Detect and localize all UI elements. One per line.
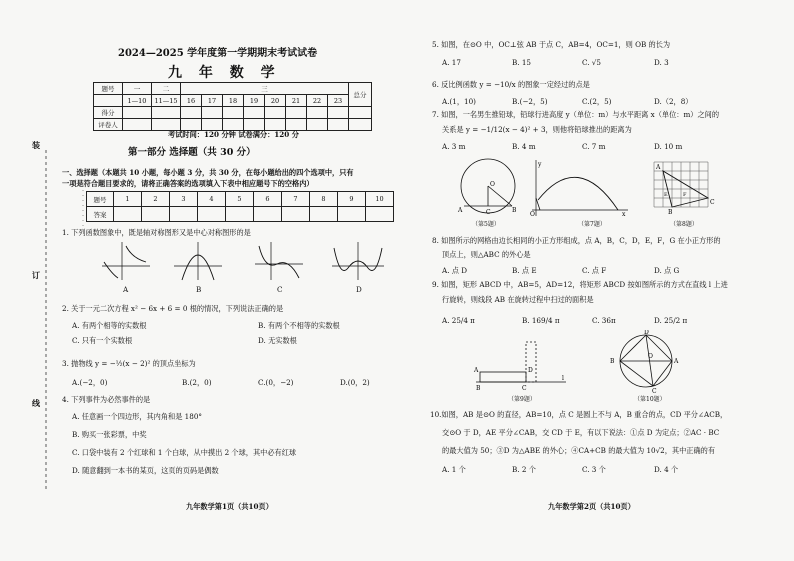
q2-option-b[interactable]: B. 有两个不相等的实数根 <box>258 321 340 330</box>
q7-option-a[interactable]: A. 3 m <box>442 142 466 151</box>
q8-stem-line-1: 8. 如图所示的网格由边长相同的小正方形组成，点 A，B，C，D，E，F，G 在小正方形的 <box>432 236 721 245</box>
score-row-label: 得分 <box>94 107 123 119</box>
instructions-line-2: 一项是符合题目要求的，请将正确答案的选项填入下表中相应题号下的空格内） <box>62 179 314 188</box>
grader-cell[interactable] <box>265 119 286 131</box>
q4-option-a[interactable]: A. 任意画一个四边形，其内角和是 180° <box>72 412 202 421</box>
score-cell[interactable] <box>181 107 202 119</box>
svg-text:y: y <box>538 161 542 168</box>
score-col: 17 <box>202 95 223 107</box>
q8-option-d[interactable]: D. 点 G <box>654 266 680 275</box>
grader-cell[interactable] <box>181 119 202 131</box>
grader-cell[interactable] <box>244 119 265 131</box>
q7-stem-line-1: 7. 如图，一名男生推铅球，铅球行进高度 y（单位：m）与水平距离 x（单位：m）之间的 <box>432 110 720 119</box>
score-header-cell: 题号 <box>94 83 123 95</box>
q10-option-a[interactable]: A. 1 个 <box>442 465 466 474</box>
score-cell[interactable] <box>123 107 152 119</box>
grader-cell[interactable] <box>307 119 328 131</box>
svg-text:O: O <box>648 353 653 360</box>
figure-7-label: （第7题） <box>578 221 606 228</box>
grader-cell[interactable] <box>349 119 372 131</box>
page-footer-right: 九年数学第2页（共10页） <box>548 502 635 511</box>
page-footer-left: 九年数学第1页（共10页） <box>186 502 273 511</box>
binding-label-ding: 订 <box>32 270 40 280</box>
score-cell[interactable] <box>328 107 349 119</box>
q10-stem-line-3: 的最大值为 50；③D 为△ABE 的外心；④CA+CB 的最大值为 10√2，其中正确的有 <box>442 446 716 455</box>
q4-option-c[interactable]: C. 口袋中装有 2 个红球和 1 个白球，从中摸出 2 个球，其中必有红球 <box>72 448 297 457</box>
score-row-label: 评卷人 <box>94 119 123 131</box>
q2-option-c[interactable]: C. 只有一个实数根 <box>72 336 133 345</box>
score-cell[interactable] <box>307 107 328 119</box>
score-header-cell: 一 <box>123 83 152 95</box>
q10-option-c[interactable]: C. 3 个 <box>582 465 606 474</box>
grader-cell[interactable] <box>202 119 223 131</box>
svg-text:F: F <box>683 192 687 198</box>
q8-option-a[interactable]: A. 点 D <box>442 266 467 275</box>
score-col: 22 <box>307 95 328 107</box>
q7-option-d[interactable]: D. 10 m <box>654 142 683 151</box>
figure-9-rectangle <box>472 336 570 392</box>
q7-option-b[interactable]: B. 4 m <box>512 142 536 151</box>
q8-stem-line-2: 顶点上，则△ABC 的外心是 <box>442 250 531 259</box>
figure-5-label: （第5题） <box>472 221 500 228</box>
svg-text:A: A <box>674 358 679 365</box>
q3-stem: 3. 抛物线 y = −½(x − 2)² 的顶点坐标为 <box>62 359 196 368</box>
answer-table-label: 答案 <box>87 207 114 222</box>
q1-option-c[interactable]: C <box>277 285 283 294</box>
answer-table-label: 题号 <box>87 192 114 207</box>
subject-title: 九 年 数 学 <box>168 65 281 81</box>
answer-number: 7 <box>282 192 310 207</box>
score-col: 20 <box>265 95 286 107</box>
svg-text:B: B <box>512 207 517 214</box>
grader-cell[interactable] <box>286 119 307 131</box>
svg-text:E: E <box>664 192 668 198</box>
score-table <box>93 82 372 131</box>
q10-option-d[interactable]: D. 4 个 <box>654 465 679 474</box>
score-col: 11—15 <box>152 95 181 107</box>
answer-number: 5 <box>226 192 254 207</box>
grader-cell[interactable] <box>328 119 349 131</box>
figure-10-label: （第10题） <box>634 396 666 403</box>
svg-text:x: x <box>622 211 626 218</box>
score-cell[interactable] <box>349 107 372 119</box>
svg-text:O: O <box>490 181 495 188</box>
answer-number: 6 <box>254 192 282 207</box>
q5-stem: 5. 如图，在⊙O 中，OC⊥弦 AB 于点 C，AB=4，OC=1，则 OB 的长为 <box>432 40 671 49</box>
q7-option-c[interactable]: C. 7 m <box>582 142 606 151</box>
q7-stem-line-2: 关系是 y = −1/12(x − 4)² + 3，则他将铅球推出的距离为 <box>442 125 632 134</box>
svg-text:A: A <box>656 164 661 171</box>
q6-stem: 6. 反比例函数 y = −10/x 的图象一定经过的点是 <box>432 80 590 89</box>
part1-heading: 第一部分 选择题（共 30 分） <box>128 147 256 158</box>
answer-cell[interactable] <box>198 207 226 222</box>
answer-cell[interactable] <box>226 207 254 222</box>
binding-label-zhuang: 装 <box>32 140 40 150</box>
svg-text:l: l <box>562 375 564 382</box>
answer-cell[interactable] <box>114 207 142 222</box>
binding-label-xian: 线 <box>32 398 40 408</box>
q5-option-b[interactable]: B. 15 <box>512 58 531 67</box>
q6-option-d[interactable]: D.（2，8） <box>654 97 693 106</box>
q5-option-a[interactable]: A. 17 <box>442 58 461 67</box>
score-col: 21 <box>286 95 307 107</box>
svg-text:O: O <box>530 211 535 218</box>
instructions-line-1: 一、选择题（本题共 10 小题，每小题 3 分，共 30 分，在每小题给出的四个选项中，只有 <box>62 168 354 177</box>
q3-option-c[interactable]: C.(0，−2) <box>258 378 294 387</box>
q3-option-b[interactable]: B.(2，0) <box>182 378 212 387</box>
answer-cell[interactable] <box>142 207 170 222</box>
figure-8-grid <box>648 156 718 218</box>
score-cell[interactable] <box>202 107 223 119</box>
q9-stem-line-2: 行旋转，则线段 AB 在旋转过程中扫过的面积是 <box>442 295 594 304</box>
right-page <box>400 0 794 561</box>
q4-option-d[interactable]: D. 随意翻到一本书的某页，这页的页码是偶数 <box>72 466 219 475</box>
q1-option-a[interactable]: A <box>123 285 129 294</box>
q10-stem-line-2: 交⊙O 于 D，AE 平分∠CAB，交 CD 于 E，有以下说法：①点 D 为定点；②AC · BC <box>442 428 720 437</box>
answer-number: 1 <box>114 192 142 207</box>
exam-title: 2024—2025 学年度第一学期期末考试试卷 <box>118 48 318 59</box>
q5-option-d[interactable]: D. 3 <box>654 58 669 67</box>
score-header-cell: 二 <box>152 83 181 95</box>
answer-cell[interactable] <box>282 207 310 222</box>
score-col: 18 <box>223 95 244 107</box>
q1-graph-c <box>253 240 305 282</box>
answer-number: 10 <box>366 192 394 207</box>
score-col: 1—10 <box>123 95 152 107</box>
score-cell[interactable] <box>265 107 286 119</box>
score-header-cell: 三 <box>181 83 349 95</box>
score-cell[interactable] <box>152 107 181 119</box>
q9-option-d[interactable]: D. 25/2 π <box>654 316 688 325</box>
figure-8-label: （第8题） <box>670 221 698 228</box>
svg-text:B: B <box>476 385 481 392</box>
svg-text:C: C <box>522 385 527 392</box>
q9-stem-line-1: 9. 如图，矩形 ABCD 中，AB=5，AD=12，将矩形 ABCD 按如图所示的方式在直线 l 上进 <box>432 280 728 289</box>
q10-stem-line-1: 10.如图，AB 是⊙O 的直径，AB=10，点 C 是圆上不与 A，B 重合的点，CD 平分∠ACB， <box>430 410 728 419</box>
q1-stem: 1. 下列函数图象中，既是轴对称图形又是中心对称图形的是 <box>62 228 251 237</box>
q1-option-d[interactable]: D <box>356 285 362 294</box>
figure-10-circle <box>606 330 684 394</box>
q4-option-b[interactable]: B. 购买一张彩票，中奖 <box>72 430 147 439</box>
answer-cell[interactable] <box>366 207 394 222</box>
figure-9-label: （第9题） <box>508 396 536 403</box>
answer-cell[interactable] <box>310 207 338 222</box>
svg-text:A: A <box>474 367 479 374</box>
q6-option-a[interactable]: A.(1，10) <box>442 97 476 106</box>
answer-number: 2 <box>142 192 170 207</box>
q6-option-b[interactable]: B.(−2，5) <box>512 97 548 106</box>
q8-option-c[interactable]: C. 点 F <box>582 266 607 275</box>
score-col: 23 <box>328 95 349 107</box>
answer-cell[interactable] <box>338 207 366 222</box>
answer-number: 8 <box>310 192 338 207</box>
grader-cell[interactable] <box>123 119 152 131</box>
q9-option-c[interactable]: C. 36π <box>592 316 616 325</box>
q8-option-b[interactable]: B. 点 E <box>512 266 537 275</box>
q6-option-c[interactable]: C.(2，5) <box>582 97 612 106</box>
figure-7-parabola <box>528 158 630 218</box>
answer-cell[interactable] <box>170 207 198 222</box>
q3-option-d[interactable]: D.(0，2) <box>340 378 370 387</box>
q4-stem: 4. 下列事件为必然事件的是 <box>62 395 151 404</box>
score-cell[interactable] <box>286 107 307 119</box>
score-cell[interactable] <box>244 107 265 119</box>
q2-option-d[interactable]: D. 无实数根 <box>258 336 297 345</box>
grader-cell[interactable] <box>152 119 181 131</box>
svg-text:C: C <box>486 209 491 216</box>
score-cell[interactable] <box>223 107 244 119</box>
score-col: 16 <box>181 95 202 107</box>
q3-option-a[interactable]: A.(−2，0) <box>72 378 108 387</box>
answer-number: 9 <box>338 192 366 207</box>
q2-option-a[interactable]: A. 有两个相等的实数根 <box>72 321 147 330</box>
svg-text:C: C <box>710 199 715 206</box>
answer-number: 3 <box>170 192 198 207</box>
svg-text:D: D <box>528 367 533 374</box>
q1-graph-d <box>330 240 386 282</box>
svg-text:C: C <box>652 388 657 394</box>
figure-5-circle <box>452 156 522 218</box>
svg-text:B: B <box>668 209 673 216</box>
grader-cell[interactable] <box>223 119 244 131</box>
q9-option-b[interactable]: B. 169/4 π <box>522 316 560 325</box>
q9-option-a[interactable]: A. 25/4 π <box>442 316 475 325</box>
q10-option-b[interactable]: B. 2 个 <box>512 465 536 474</box>
q1-option-b[interactable]: B <box>196 285 202 294</box>
answer-cell[interactable] <box>254 207 282 222</box>
q1-graph-b <box>172 240 224 282</box>
q5-option-c[interactable]: C. √5 <box>582 58 601 67</box>
q2-stem: 2. 关于一元二次方程 x² − 6x + 6 = 0 根的情况，下列说法正确的是 <box>62 304 284 313</box>
q1-graph-a <box>100 240 152 282</box>
svg-text:D: D <box>644 330 649 336</box>
binding-line <box>44 150 48 490</box>
svg-text:A: A <box>458 207 463 214</box>
answer-number: 4 <box>198 192 226 207</box>
svg-text:B: B <box>610 358 615 365</box>
score-header-cell: 总分 <box>349 83 372 107</box>
score-col: 19 <box>244 95 265 107</box>
answer-table <box>86 191 394 222</box>
time-info: 考试时间：120 分钟 试卷满分：120 分 <box>168 130 299 139</box>
